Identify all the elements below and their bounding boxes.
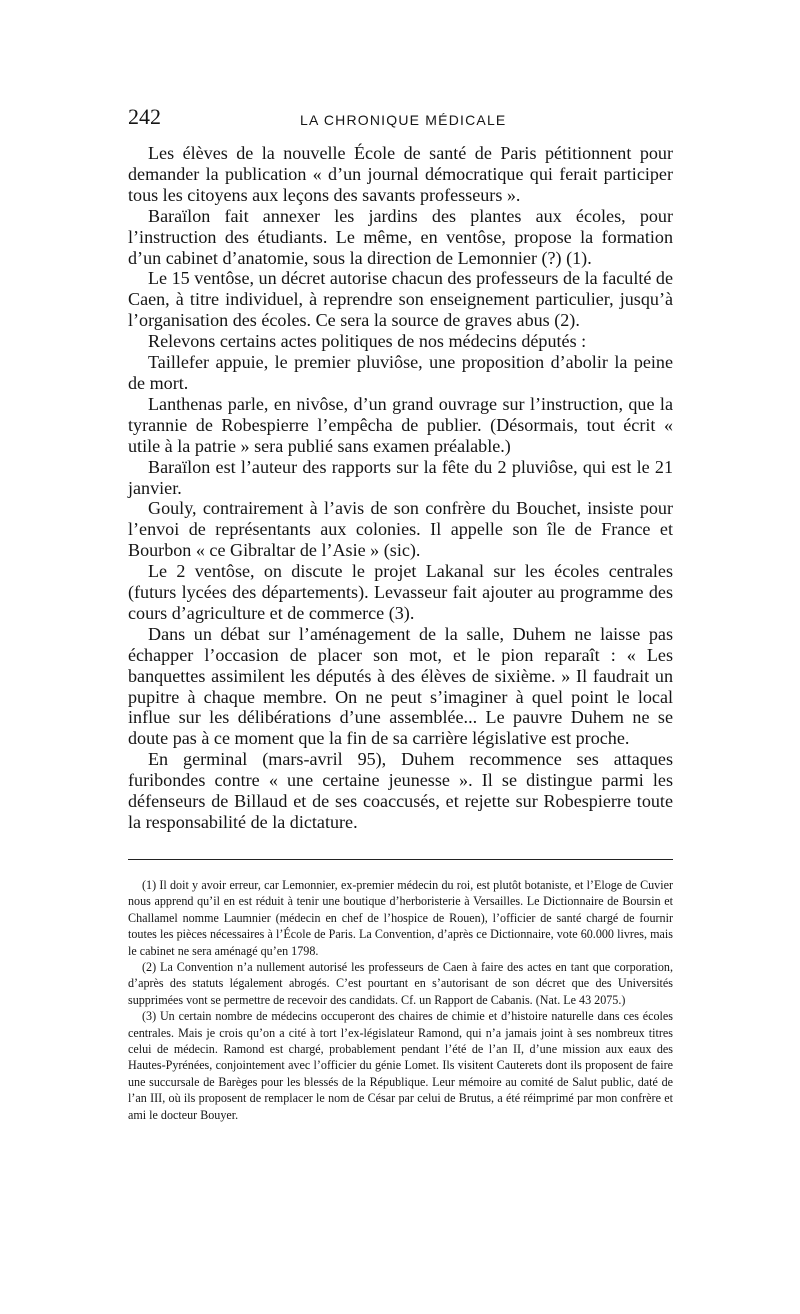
- footnotes: [128, 877, 673, 1123]
- paragraph: En germinal (mars-avril 95), Duhem recommence ses attaques furibondes contre « une certaine jeunesse ». Il se distingue parmi les défenseurs de Billaud et de ses coaccusés, et rejette sur Robespierre toute la responsabilité de la dictature.: [128, 749, 673, 832]
- running-title: LA CHRONIQUE MÉDICALE: [300, 112, 507, 128]
- paragraph: Le 2 ventôse, on discute le projet Lakanal sur les écoles centrales (futurs lycées des départements). Levasseur fait ajouter au programme des cours d’agriculture et de commerce (3).: [128, 561, 673, 623]
- paragraph: Baraïlon est l’auteur des rapports sur la fête du 2 pluviôse, qui est le 21 janvier.: [128, 456, 673, 498]
- paragraph: Dans un débat sur l’aménagement de la salle, Duhem ne laisse pas échapper l’occasion de placer son mot, et le pion reparaît : « Les banquettes assimilent les députés à des élèves de sixième. » Il faudrait un pupitre à chaque membre. On ne peut s’imaginer à quel point le local influe sur les délibérations d’une assemblée... Le pauvre Duhem ne se doute pas à ce moment que la fin de sa carrière législative est proche.: [128, 623, 673, 749]
- paragraph: Gouly, contrairement à l’avis de son confrère du Bouchet, insiste pour l’envoi de représentants aux colonies. Il appelle son île de France et Bourbon « ce Gibraltar de l’Asie » (sic).: [128, 498, 673, 561]
- footnote: (2) La Convention n’a nullement autorisé les professeurs de Caen à faire des actes en tant que corporation, d’après des statuts légalement abrogés. C’est pourtant en s’autorisant de son décret que des Universités supprimées vont se permettre de recevoir des candidats. Cf. un Rapport de Cabanis. (Nat. Le 43 2075.): [128, 960, 673, 1007]
- paragraph: Baraïlon fait annexer les jardins des plantes aux écoles, pour l’instruction des étudiants. Le même, en ventôse, propose la formation d’un cabinet d’anatomie, sous la direction de Lemonnier (?) (1).: [128, 205, 673, 268]
- footnote-divider: [128, 859, 673, 860]
- paragraph: Le 15 ventôse, un décret autorise chacun des professeurs de la faculté de Caen, à titre individuel, à reprendre son enseignement particulier, jusqu’à l’organisation des écoles. Ce sera la source de graves abus (2).: [128, 268, 674, 331]
- page-number: 242: [128, 104, 161, 129]
- paragraph: Taillefer appuie, le premier pluviôse, une proposition d’abolir la peine de mort.: [128, 352, 673, 393]
- paragraph: Lanthenas parle, en nivôse, d’un grand ouvrage sur l’instruction, que la tyrannie de Robespierre l’empêcha de publier. (Désormais, tout écrit « utile à la patrie » sera publié sans examen préalable.): [128, 393, 673, 456]
- footnote: (3) Un certain nombre de médecins occuperont des chaires de chimie et d’histoire naturelle dans ces écoles centrales. Mais je crois qu’on a cité à tort l’ex-législateur Ramond, qui n’a jamais joint à ses nombreux titres celui de médecin. Ramond est chargé, probablement pendant l’été de l’an II, d’une mission aux eaux des Hautes-Pyrénées, conjointement avec l’officier du génie Lomet. Ils visitent Cauterets dont ils proposent de faire une succursale de Barèges pour les blessés de la République. Leur mémoire au comité de Salut public, daté de l’an III, où ils proposent de remplacer le nom de César par celui de Brutus, a été réimprimé par mon confrère et ami le docteur Bouyer.: [128, 1009, 673, 1122]
- main-text: [128, 143, 673, 833]
- footnote: (1) Il doit y avoir erreur, car Lemonnier, ex-premier médecin du roi, est plutôt botaniste, et l’Eloge de Cuvier nous apprend qu’il en est réduit à tenir une boutique d’herboristerie à Versailles. Le Dictionnaire de Boursin et Challamel nomme Laumnier (médecin en chef de l’hospice de Rouen), l’officier de santé chargé de fournir toutes les pièces nécessaires à l’École de Paris. La Convention, d’après ce Dictionnaire, vote 60.000 livres, mais le cabinet ne sera aménagé qu’en 1798.: [128, 878, 673, 958]
- paragraph: Les élèves de la nouvelle École de santé de Paris pétitionnent pour demander la publication « d’un journal démocratique qui ferait participer tous les citoyens aux leçons des savants professeurs ».: [128, 143, 673, 205]
- paragraph: Relevons certains actes politiques de nos médecins députés :: [148, 331, 587, 352]
- page-header: [128, 104, 673, 132]
